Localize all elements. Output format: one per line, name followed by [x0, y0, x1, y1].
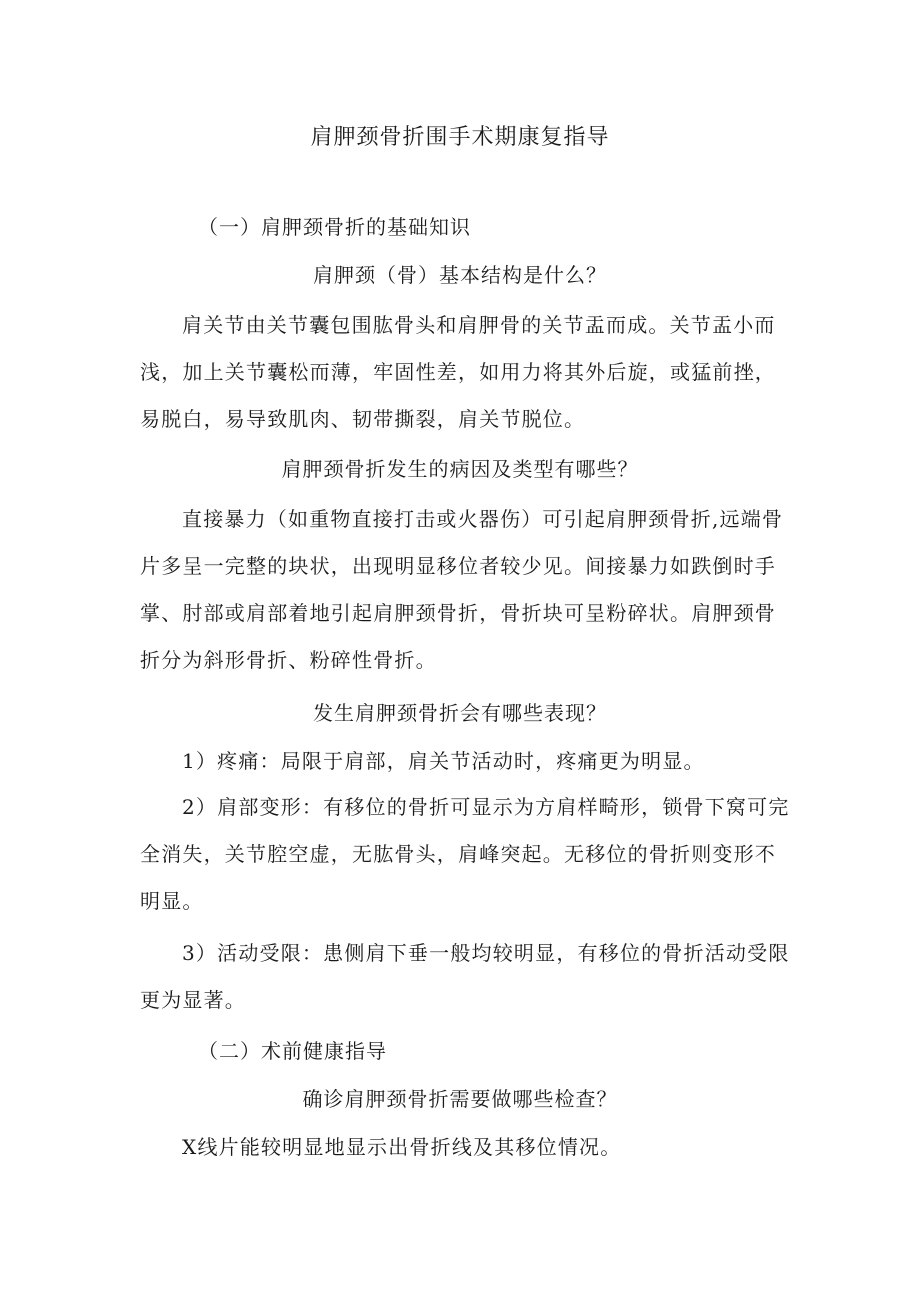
- symptom-item-pain: 1）疼痛：局限于肩部，肩关节活动时，疼痛更为明显。: [182, 749, 705, 773]
- section-heading-preop: （二）术前健康指导: [198, 1039, 387, 1063]
- section-heading-basics: （一）肩胛颈骨折的基础知识: [198, 215, 471, 239]
- paragraph-xray: X线片能较明显地显示出骨折线及其移位情况。: [182, 1135, 622, 1159]
- paragraph-causes: 直接暴力（如重物直接打击或火器伤）可引起肩胛颈骨折,远端骨片多呈一完整的块状，出现明显移位者较少见。间接暴力如跌倒时手掌、肘部或肩部着地引起肩胛颈骨折，骨折块可呈粉碎状。肩胛颈骨折分为斜形骨折、粉碎性骨折。: [140, 507, 784, 672]
- question-basic-structure: 肩胛颈（骨）基本结构是什么？: [313, 263, 607, 287]
- question-causes-types: 肩胛颈骨折发生的病因及类型有哪些？: [281, 457, 639, 481]
- question-examinations: 确诊肩胛颈骨折需要做哪些检查？: [302, 1087, 618, 1111]
- question-symptoms: 发生肩胛颈骨折会有哪些表现？: [313, 701, 607, 725]
- document-title: 肩胛颈骨折围手术期康复指导: [310, 125, 610, 150]
- symptom-item-deformity: 2）肩部变形：有移位的骨折可显示为方肩样畸形，锁骨下窝可完全消失，关节腔空虚，无肱骨头，肩峰突起。无移位的骨折则变形不明显。: [140, 795, 790, 913]
- symptom-item-limited-motion: 3）活动受限：患侧肩下垂一般均较明显，有移位的骨折活动受限更为显著。: [140, 941, 790, 1012]
- paragraph-structure: 肩关节由关节囊包围肱骨头和肩胛骨的关节盂而成。关节盂小而浅，加上关节囊松而薄，牢固性差，如用力将其外后旋，或猛前挫，易脱白，易导致肌肉、韧带撕裂，肩关节脱位。: [140, 313, 776, 431]
